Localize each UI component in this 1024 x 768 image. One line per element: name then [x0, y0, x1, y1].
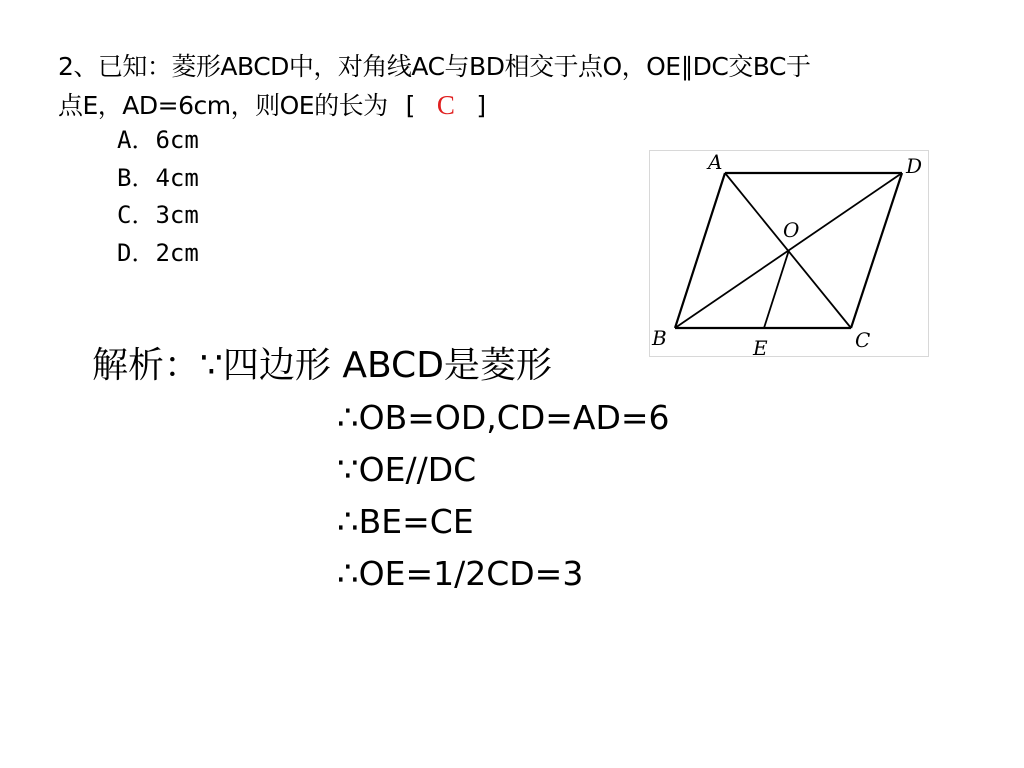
- label-e: E: [753, 336, 768, 358]
- bracket-open: [: [405, 91, 415, 120]
- label-a: A: [708, 151, 723, 174]
- label-d: D: [906, 154, 923, 178]
- step-text: OE//DC: [358, 450, 477, 489]
- label-b: B: [652, 326, 667, 350]
- option-b: B．4cm: [117, 163, 199, 192]
- step-text: OB=OD,CD=AD=6: [358, 398, 670, 437]
- question-line-2-text: 点E，AD=6cm，则OE的长为: [58, 91, 388, 120]
- side-dc: [851, 173, 902, 328]
- question-line-1: 2、已知：菱形ABCD中，对角线AC与BD相交于点O，OE∥DC交BC于: [58, 52, 811, 81]
- answer-mark: C: [436, 90, 455, 120]
- rhombus-diagram: [650, 151, 930, 358]
- answer-bracket: [406, 86, 486, 125]
- step-text: OE=1/2CD=3: [358, 554, 584, 593]
- option-a: A．6cm: [117, 126, 199, 154]
- analysis-step: [337, 548, 670, 600]
- step-text: BE=CE: [358, 502, 474, 541]
- rhombus-figure: [649, 150, 929, 357]
- analysis-heading: [92, 340, 552, 392]
- analysis-step: [337, 444, 670, 496]
- label-c: C: [855, 328, 871, 352]
- because-symbol: ∵: [200, 345, 223, 386]
- question-line-2: [58, 86, 958, 125]
- label-o: O: [783, 218, 800, 242]
- option-d: D．2cm: [117, 238, 199, 267]
- segment-oe: [764, 250, 789, 328]
- step-symbol: ∴: [337, 398, 359, 438]
- step-symbol: ∴: [337, 554, 359, 594]
- option-c: C．3cm: [117, 201, 199, 229]
- analysis-first-statement: 四边形 ABCD是菱形: [222, 345, 552, 386]
- step-symbol: ∴: [337, 502, 359, 542]
- analysis-steps: [337, 392, 670, 600]
- analysis-step: [337, 392, 670, 444]
- analysis-step: [337, 496, 670, 548]
- question-text: [58, 48, 958, 125]
- step-symbol: ∵: [337, 450, 359, 490]
- option-list: [117, 122, 199, 272]
- bracket-close: ]: [476, 91, 486, 120]
- analysis-label: 解析：: [92, 345, 201, 386]
- side-ba: [675, 173, 725, 328]
